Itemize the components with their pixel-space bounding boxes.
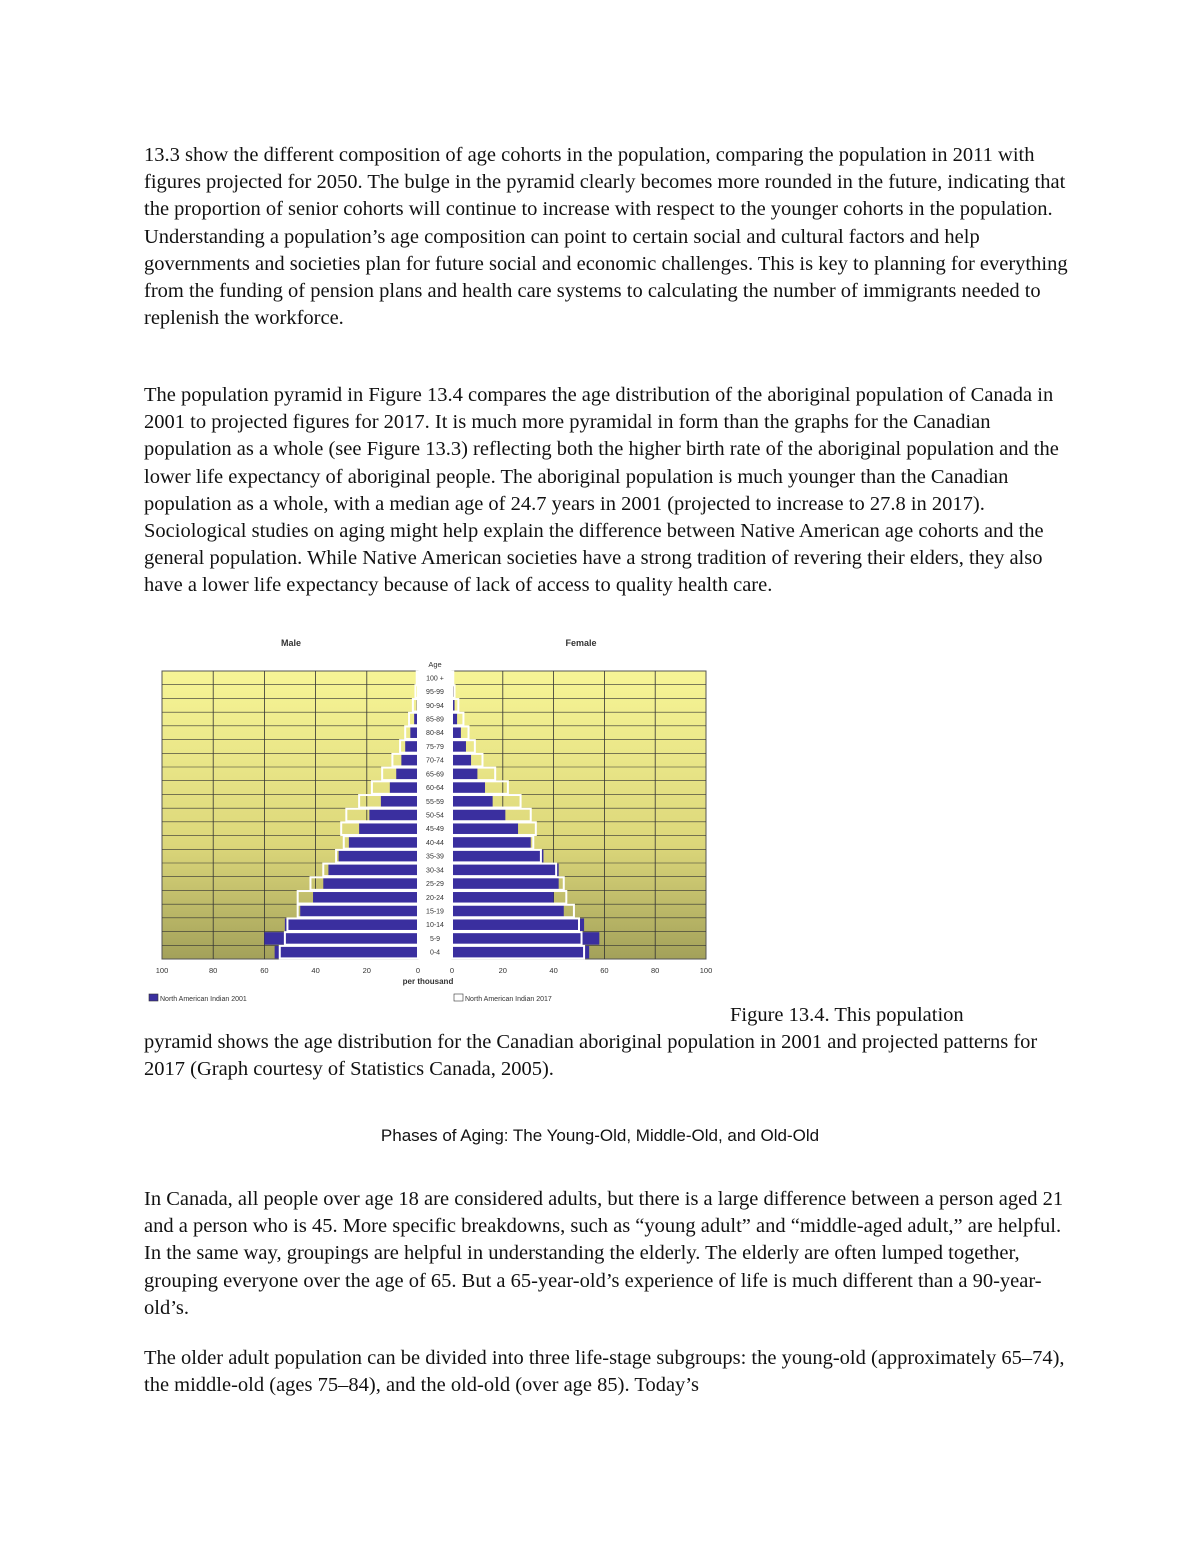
paragraph-adult-groupings: In Canada, all people over age 18 are considered adults, but there is a large difference between a person aged 21 and a person who is 45. More specific breakdowns, such as “young adult” and “middle-aged adult,” are helpful. In the same way, groupings are helpful in understanding the elderly. The elderly are often lumped together, grouping everyone over the age of 65. But a 65-year-old’s experience of life is much different than a 90-year-old’s.: [144, 1188, 1064, 1319]
bar-male-2001: [313, 891, 418, 904]
x-tick-label: 80: [651, 966, 660, 975]
bar-female-2001: [452, 795, 493, 808]
bar-female-2001: [452, 836, 531, 849]
x-tick-label: 80: [209, 966, 218, 975]
age-group-label: 30-34: [426, 867, 444, 875]
x-tick-label: 60: [600, 966, 609, 975]
x-tick-label: 20: [498, 966, 507, 975]
bar-female-2001: [452, 850, 543, 863]
bar-male-2001: [300, 905, 418, 918]
age-axis-label: Age: [428, 660, 442, 669]
age-group-label: 65-69: [426, 771, 444, 779]
x-tick-label: 40: [549, 966, 558, 975]
age-group-label: 90-94: [426, 702, 444, 710]
age-group-label: 50-54: [426, 812, 444, 820]
bar-male-2001: [264, 932, 418, 945]
paragraph-aboriginal-pyramid: The population pyramid in Figure 13.4 compares the age distribution of the aboriginal population of Canada in 2001 to projected figures for 2017. It is much more pyramidal in form than the graphs for the Canadian population as a whole (see Figure 13.3) reflecting both the higher birth rate of the aboriginal population and the lower life expectancy of aboriginal people. The aboriginal population is much younger than the Canadian population as a whole, with a median age of 24.7 years in 2001 (projected to increase to 27.8 in 2017). Sociological studies on aging might help explain the difference between Native American age cohorts and the general population. While Native American societies have a strong tradition of revering their elders, they also have a lower life expectancy because of lack of access to quality health care.: [144, 384, 1059, 597]
x-tick-label: 40: [311, 966, 320, 975]
bar-female-2001: [452, 946, 589, 959]
bar-female-2001: [452, 754, 471, 767]
bar-female-2001: [452, 768, 477, 781]
x-axis-label: per thousand: [402, 977, 454, 986]
age-group-label: 40-44: [426, 839, 444, 847]
caption-rest: pyramid shows the age distribution for the Canadian aboriginal population in 2001 and projected patterns for 2017 (Graph courtesy of Statistics Canada, 2005).: [144, 1031, 1038, 1081]
age-group-label: 75-79: [426, 743, 444, 751]
bar-female-2001: [452, 822, 518, 835]
bar-male-2001: [349, 836, 418, 849]
age-group-label: 55-59: [426, 798, 444, 806]
bar-male-2001: [401, 754, 418, 767]
x-tick-label: 0: [415, 966, 421, 975]
x-tick-label: 60: [260, 966, 269, 975]
population-pyramid-chart: [144, 628, 730, 1008]
bar-male-2001: [381, 795, 418, 808]
bar-female-2017: [452, 672, 453, 685]
bar-male-2001: [328, 864, 418, 877]
bar-male-2001: [396, 768, 418, 781]
bar-male-2001: [339, 850, 418, 863]
section-heading: Phases of Aging: The Young-Old, Middle-Old, and Old-Old: [380, 1126, 820, 1145]
figure-caption: [144, 1002, 1074, 1084]
bar-male-2001: [323, 877, 418, 890]
paragraph-life-stage-subgroups: The older adult population can be divided into three life-stage subgroups: the young-old (approximately 65–74), the middle-old (ages 75–84), and the old-old (over age 85). Today’s: [144, 1347, 1065, 1397]
bar-female-2001: [452, 864, 559, 877]
female-title: Female: [565, 638, 597, 648]
bar-male-2001: [285, 918, 418, 931]
age-group-label: 95-99: [426, 689, 444, 697]
bar-female-2001: [452, 726, 461, 739]
age-group-label: 85-89: [426, 716, 444, 724]
bar-female-2001: [452, 932, 599, 945]
age-group-label: 10-14: [426, 922, 444, 930]
x-tick-label: 100: [155, 966, 169, 975]
bar-male-2017: [417, 672, 418, 685]
bar-female-2001: [452, 918, 584, 931]
paragraph-population-composition: 13.3 show the different composition of age cohorts in the population, comparing the population in 2011 with figures projected for 2050. The bulge in the pyramid clearly becomes more rounded in the future, indicating that the proportion of senior cohorts will continue to increase with respect to the younger cohorts in the population. Understanding a population’s age composition can point to certain social and cultural factors and help governments and societies plan for future social and economic challenges. This is key to planning for everything from the funding of pension plans and health care systems to calculating the number of immigrants needed to replenish the workforce.: [144, 144, 1068, 330]
legend-swatch-2001: [149, 994, 158, 1001]
legend-label-2001: North American Indian 2001: [160, 996, 247, 1003]
bar-female-2001: [452, 877, 559, 890]
age-group-label: 100 +: [426, 675, 444, 683]
age-group-label: 35-39: [426, 853, 444, 861]
bar-male-2001: [275, 946, 418, 959]
bar-female-2001: [452, 740, 466, 753]
age-group-label: 60-64: [426, 785, 444, 793]
age-group-label: 45-49: [426, 826, 444, 834]
age-group-label: 25-29: [426, 881, 444, 889]
bar-male-2001: [359, 822, 418, 835]
bar-female-2001: [452, 809, 505, 822]
age-group-label: 15-19: [426, 908, 444, 916]
bar-male-2001: [369, 809, 418, 822]
legend-swatch-2017: [454, 994, 463, 1001]
age-group-label: 70-74: [426, 757, 444, 765]
caption-lead: Figure 13.4. This population: [730, 1004, 964, 1026]
bar-female-2001: [452, 891, 554, 904]
bar-male-2001: [405, 740, 418, 753]
x-tick-label: 0: [449, 966, 455, 975]
x-tick-label: 20: [362, 966, 371, 975]
bar-male-2001: [410, 726, 418, 739]
age-group-label: 5-9: [429, 935, 441, 943]
age-group-label: 0-4: [429, 949, 441, 957]
bar-female-2001: [452, 781, 485, 794]
bar-male-2001: [390, 781, 418, 794]
age-group-label: 80-84: [426, 730, 444, 738]
bar-female-2001: [452, 905, 564, 918]
x-tick-label: 100: [699, 966, 713, 975]
age-group-label: 20-24: [426, 894, 444, 902]
legend-label-2017: North American Indian 2017: [465, 996, 552, 1003]
male-title: Male: [280, 638, 302, 648]
